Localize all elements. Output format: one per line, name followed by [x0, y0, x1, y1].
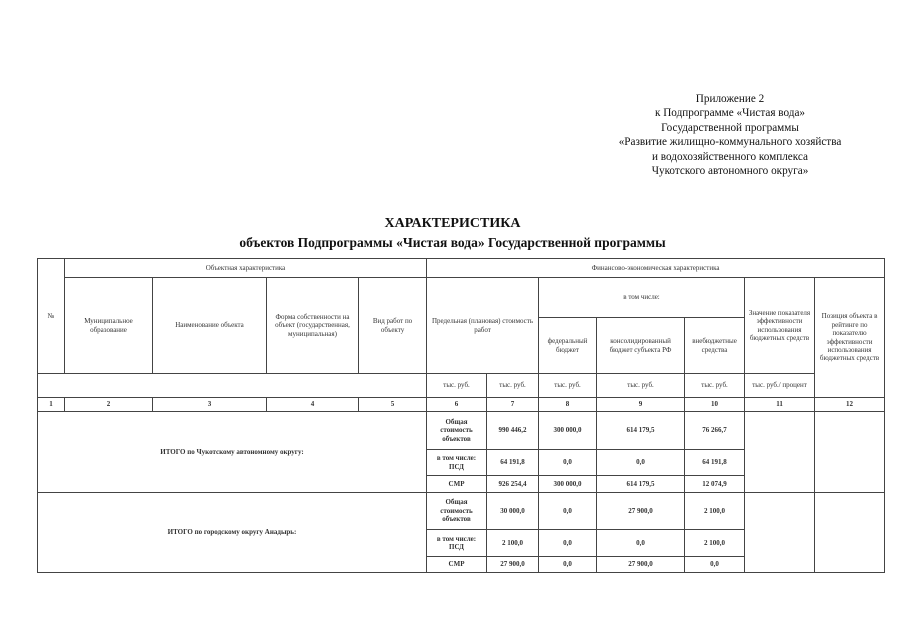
- header-rank: Позиция объекта в рейтинге по показателю эффективности использования бюджетных средств: [815, 278, 885, 398]
- cell-consolidated: 27 900,0: [597, 493, 685, 530]
- cell-offbudget: 2 100,0: [685, 493, 745, 530]
- header-ownership: Форма собственности на объект (государственная, муниципальная): [267, 278, 359, 374]
- cell-consolidated: 0,0: [597, 530, 685, 557]
- header-object-group: Объектная характеристика: [65, 259, 427, 278]
- cell-consolidated: 0,0: [597, 450, 685, 476]
- cell-offbudget: 2 100,0: [685, 530, 745, 557]
- header-federal: федеральный бюджет: [539, 318, 597, 374]
- document-subtitle: объектов Подпрограммы «Чистая вода» Государственной программы: [239, 235, 666, 250]
- header-unit-percent: тыс. руб./ процент: [745, 374, 815, 398]
- column-number: 8: [539, 398, 597, 412]
- column-number: 4: [267, 398, 359, 412]
- cell-offbudget: 12 074,9: [685, 476, 745, 493]
- annex-line: Государственной программы: [661, 121, 799, 134]
- cell-total: 926 254,4: [487, 476, 539, 493]
- header-unit: тыс. руб.: [427, 374, 487, 398]
- table-row: [38, 412, 885, 450]
- cell-rank: [815, 412, 885, 493]
- cell-federal: 300 000,0: [539, 412, 597, 450]
- cell-consolidated: 27 900,0: [597, 557, 685, 573]
- column-number: 11: [745, 398, 815, 412]
- column-number: 1: [38, 398, 65, 412]
- table-row: [38, 493, 885, 530]
- column-number: 5: [359, 398, 427, 412]
- row-type: в том числе: ПСД: [427, 530, 487, 557]
- annex-header: [560, 92, 900, 178]
- annex-line: Чукотского автономного округа»: [651, 165, 809, 178]
- header-number: №: [38, 259, 65, 374]
- cell-offbudget: 0,0: [685, 557, 745, 573]
- cell-rank: [815, 493, 885, 573]
- cell-offbudget: 64 191,8: [685, 450, 745, 476]
- header-consolidated: консолидированный бюджет субъекта РФ: [597, 318, 685, 374]
- cell-federal: 0,0: [539, 557, 597, 573]
- header-efficiency: Значение показателя эффективности использования бюджетных средств: [745, 278, 815, 374]
- header-unit-spacer: [38, 374, 427, 398]
- column-number: 2: [65, 398, 153, 412]
- column-number: 7: [487, 398, 539, 412]
- cell-efficiency: [745, 493, 815, 573]
- group-label: ИТОГО по Чукотскому автономному округу:: [38, 412, 427, 493]
- cell-total: 64 191,8: [487, 450, 539, 476]
- header-cost-limit: Предельная (плановая) стоимость работ: [427, 278, 539, 374]
- group-label: ИТОГО по городскому округу Анадырь:: [38, 493, 427, 573]
- header-unit: тыс. руб.: [685, 374, 745, 398]
- header-object-name: Наименование объекта: [153, 278, 267, 374]
- cell-total: 990 446,2: [487, 412, 539, 450]
- header-including: в том числе:: [539, 278, 745, 318]
- header-unit: тыс. руб.: [487, 374, 539, 398]
- header-work-type: Вид работ по объекту: [359, 278, 427, 374]
- row-type: Общая стоимость объектов: [427, 493, 487, 530]
- cell-total: 2 100,0: [487, 530, 539, 557]
- cell-total: 30 000,0: [487, 493, 539, 530]
- annex-line: и водохозяйственного комплекса: [652, 150, 808, 163]
- document-title: ХАРАКТЕРИСТИКА: [384, 216, 521, 231]
- column-number: 10: [685, 398, 745, 412]
- cell-consolidated: 614 179,5: [597, 476, 685, 493]
- cell-federal: 300 000,0: [539, 476, 597, 493]
- cell-efficiency: [745, 412, 815, 493]
- header-unit: тыс. руб.: [597, 374, 685, 398]
- header-unit: тыс. руб.: [539, 374, 597, 398]
- header-offbudget: внебюджетные средства: [685, 318, 745, 374]
- cell-federal: 0,0: [539, 493, 597, 530]
- column-number: 12: [815, 398, 885, 412]
- column-number: 3: [153, 398, 267, 412]
- annex-line: «Развитие жилищно-коммунального хозяйства: [618, 136, 842, 149]
- row-type: в том числе: ПСД: [427, 450, 487, 476]
- characteristics-table: [37, 258, 885, 573]
- cell-federal: 0,0: [539, 450, 597, 476]
- header-finance-group: Финансово-экономическая характеристика: [427, 259, 885, 278]
- row-type: Общая стоимость объектов: [427, 412, 487, 450]
- column-number: 6: [427, 398, 487, 412]
- cell-consolidated: 614 179,5: [597, 412, 685, 450]
- cell-federal: 0,0: [539, 530, 597, 557]
- column-number: 9: [597, 398, 685, 412]
- annex-line: к Подпрограмме «Чистая вода»: [655, 107, 805, 120]
- row-type: СМР: [427, 476, 487, 493]
- cell-offbudget: 76 266,7: [685, 412, 745, 450]
- row-type: СМР: [427, 557, 487, 573]
- annex-line: Приложение 2: [695, 93, 765, 105]
- header-municipality: Муниципальное образование: [65, 278, 153, 374]
- cell-total: 27 900,0: [487, 557, 539, 573]
